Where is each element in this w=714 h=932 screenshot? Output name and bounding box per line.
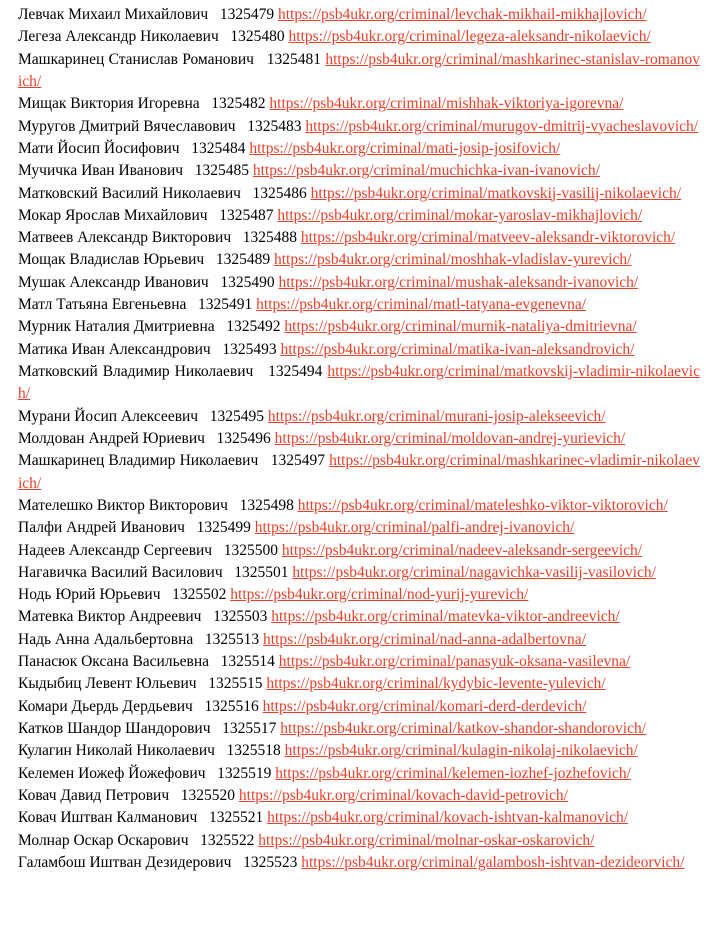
- list-item: [18, 651, 700, 673]
- record-number: 1325513: [204, 630, 260, 648]
- spacer: [209, 274, 221, 291]
- profile-link[interactable]: https://psb4ukr.org/criminal/matika-ivan-aleksandrovich/: [280, 340, 635, 358]
- spacer: [161, 586, 173, 603]
- profile-link[interactable]: https://psb4ukr.org/criminal/nagavichka-vasilij-vasilovich/: [292, 563, 656, 581]
- spacer: [254, 51, 267, 68]
- profile-link[interactable]: https://psb4ukr.org/criminal/galambosh-ishtvan-dezideorvich/: [301, 853, 685, 871]
- spacer: [198, 408, 210, 425]
- list-item: [18, 4, 700, 26]
- spacer: [185, 519, 197, 536]
- record-number: 1325485: [194, 162, 249, 180]
- person-name: Муругов Дмитрий Вячеславович: [18, 117, 236, 135]
- profile-link[interactable]: https://psb4ukr.org/criminal/matevka-viktor-andreevich/: [271, 608, 620, 626]
- spacer: [186, 296, 198, 313]
- profile-link[interactable]: https://psb4ukr.org/criminal/kovach-david-petrovich/: [238, 786, 568, 804]
- list-item: [18, 629, 700, 651]
- person-name: Келемен Иожеф Йожефович: [18, 764, 206, 782]
- list-item: [18, 316, 700, 338]
- record-number: 1325486: [252, 184, 307, 202]
- list-item: [18, 272, 700, 294]
- spacer: [197, 809, 209, 826]
- record-number: 1325480: [230, 28, 285, 46]
- person-name: Кулагин Николай Николаевич: [18, 742, 215, 760]
- profile-link[interactable]: https://psb4ukr.org/criminal/kovach-ishtvan-kalmanovich/: [267, 809, 628, 827]
- list-item: [18, 517, 700, 539]
- person-name: Мателешко Виктор Викторович: [18, 496, 228, 514]
- record-number: 1325521: [208, 809, 264, 827]
- spacer: [215, 742, 227, 759]
- person-name: Легеза Александр Николаевич: [18, 28, 219, 46]
- profile-link[interactable]: https://psb4ukr.org/criminal/legeza-aleksandr-nikolaevich/: [288, 28, 651, 46]
- person-name: Ковач Иштван Калманович: [18, 809, 198, 827]
- entry-list: [18, 4, 700, 874]
- list-item: [18, 406, 700, 428]
- profile-link[interactable]: https://psb4ukr.org/criminal/matl-tatyana-evgenevna/: [256, 296, 587, 314]
- person-name: Мати Йосип Йосифович: [18, 139, 180, 157]
- spacer: [208, 6, 220, 23]
- person-name: Ковач Давид Петрович: [18, 786, 170, 804]
- list-item: [18, 807, 700, 829]
- record-number: 1325520: [180, 786, 236, 804]
- profile-link[interactable]: https://psb4ukr.org/criminal/mushak-aleksandr-ivanovich/: [278, 273, 639, 291]
- person-name: Мурник Наталия Дмитриевна: [18, 318, 215, 336]
- profile-link[interactable]: https://psb4ukr.org/criminal/kydybic-levente-yulevich/: [266, 675, 606, 693]
- list-item: [18, 183, 700, 205]
- profile-link[interactable]: https://psb4ukr.org/criminal/komari-derd-derdevich/: [262, 697, 587, 715]
- spacer: [211, 720, 223, 737]
- profile-link[interactable]: https://psb4ukr.org/criminal/murugov-dmitrij-vyacheslavovich/: [305, 117, 699, 135]
- record-number: 1325518: [226, 742, 281, 760]
- record-number: 1325497: [270, 452, 325, 470]
- list-item: [18, 116, 700, 138]
- record-number: 1325502: [172, 586, 227, 604]
- profile-link[interactable]: https://psb4ukr.org/criminal/muchichka-ivan-ivanovich/: [252, 162, 600, 180]
- record-number: 1325501: [234, 563, 289, 581]
- spacer: [197, 675, 209, 692]
- record-number: 1325514: [220, 653, 275, 671]
- profile-link[interactable]: https://psb4ukr.org/criminal/nadeev-aleksandr-sergeevich/: [281, 541, 643, 559]
- list-item: [18, 227, 700, 249]
- profile-link[interactable]: https://psb4ukr.org/criminal/mashkarinec-vladimir-nikolaevich/: [18, 452, 700, 492]
- spacer: [200, 95, 212, 112]
- person-name: Матика Иван Александрович: [18, 340, 211, 358]
- record-number: 1325492: [226, 318, 281, 336]
- spacer: [205, 765, 217, 782]
- profile-link[interactable]: https://psb4ukr.org/criminal/matkovskij-vladimir-nikolaevich/: [18, 363, 700, 403]
- record-number: 1325499: [196, 519, 251, 537]
- record-number: 1325481: [266, 50, 322, 68]
- record-number: 1325517: [222, 720, 277, 737]
- record-number: 1325483: [247, 117, 302, 135]
- list-item: [18, 673, 700, 695]
- profile-link[interactable]: https://psb4ukr.org/criminal/murani-josip-alekseevich/: [267, 407, 606, 425]
- spacer: [219, 28, 231, 45]
- person-name: Мурани Йосип Алексеевич: [18, 407, 199, 425]
- person-name: Надеев Александр Сергеевич: [18, 541, 213, 559]
- list-item: [18, 138, 700, 160]
- spacer: [253, 363, 268, 380]
- list-item: [18, 26, 700, 48]
- list-item: [18, 249, 700, 271]
- person-name: Матл Татьяна Евгеньевна: [18, 296, 187, 314]
- profile-link[interactable]: https://psb4ukr.org/criminal/molnar-oskar-oskarovich/: [258, 831, 595, 849]
- list-item: [18, 450, 700, 495]
- person-name: Мощак Владислав Юрьевич: [18, 251, 205, 269]
- record-number: 1325498: [239, 496, 294, 514]
- profile-link[interactable]: https://psb4ukr.org/criminal/kelemen-iozhef-jozhefovich/: [275, 764, 631, 782]
- person-name: Мокар Ярослав Михайлович: [18, 206, 208, 224]
- spacer: [241, 185, 253, 202]
- person-name: Левчак Михаил Михайлович: [18, 6, 209, 23]
- record-number: 1325493: [222, 340, 277, 358]
- record-number: 1325503: [213, 608, 268, 626]
- profile-link[interactable]: https://psb4ukr.org/criminal/mateleshko-viktor-viktorovich/: [297, 496, 668, 514]
- person-name: Молнар Оскар Оскарович: [18, 831, 189, 849]
- record-number: 1325495: [209, 407, 264, 425]
- person-name: Панасюк Оксана Васильевна: [18, 653, 210, 671]
- profile-link[interactable]: https://psb4ukr.org/criminal/mishhak-viktoriya-igorevna/: [269, 95, 624, 113]
- list-item: [18, 361, 700, 406]
- profile-link[interactable]: https://psb4ukr.org/criminal/murnik-nataliya-dmitrievna/: [284, 318, 637, 336]
- spacer: [212, 542, 224, 559]
- spacer: [189, 832, 201, 849]
- record-number: 1325487: [219, 206, 274, 224]
- list-item: [18, 495, 700, 517]
- record-number: 1325516: [204, 697, 259, 715]
- person-name: Комари Дьердь Дердьевич: [18, 697, 193, 715]
- person-name: Матковский Владимир Николаевич: [18, 363, 254, 380]
- profile-link[interactable]: https://psb4ukr.org/criminal/mashkarinec-stanislav-romanovich/: [18, 50, 700, 90]
- profile-link[interactable]: https://psb4ukr.org/criminal/palfi-andrej-ivanovich/: [254, 519, 575, 537]
- person-name: Кыдыбиц Левент Юльевич: [18, 675, 197, 693]
- record-number: 1325482: [211, 95, 266, 113]
- person-name: Мищак Виктория Игоревна: [18, 95, 200, 113]
- spacer: [215, 318, 227, 335]
- list-item: [18, 763, 700, 785]
- record-number: 1325500: [223, 541, 278, 559]
- spacer: [204, 251, 216, 268]
- spacer: [231, 229, 243, 246]
- list-item: [18, 852, 700, 874]
- spacer: [223, 564, 235, 581]
- spacer: [228, 497, 240, 514]
- person-name: Надь Анна Адальбертовна: [18, 630, 194, 648]
- spacer: [193, 698, 205, 715]
- list-item: [18, 49, 700, 94]
- list-item: [18, 718, 700, 740]
- list-item: [18, 540, 700, 562]
- spacer: [201, 608, 213, 625]
- spacer: [169, 787, 181, 804]
- list-item: [18, 830, 700, 852]
- spacer: [193, 631, 205, 648]
- person-name: Матковский Василий Николаевич: [18, 184, 241, 202]
- profile-link[interactable]: https://psb4ukr.org/criminal/katkov-shandor-shandorovich/: [280, 720, 647, 737]
- list-item: [18, 606, 700, 628]
- record-number: 1325515: [208, 675, 263, 693]
- record-number: 1325484: [191, 139, 246, 157]
- profile-link[interactable]: https://psb4ukr.org/criminal/panasyuk-oksana-vasilevna/: [278, 653, 631, 671]
- list-item: [18, 584, 700, 606]
- profile-link[interactable]: https://psb4ukr.org/criminal/moshhak-vladislav-yurevich/: [273, 251, 632, 269]
- list-item: [18, 428, 700, 450]
- spacer: [183, 162, 195, 179]
- profile-link[interactable]: https://psb4ukr.org/criminal/moldovan-andrej-yurievich/: [274, 429, 626, 447]
- spacer: [211, 341, 223, 358]
- record-number: 1325479: [219, 6, 275, 23]
- person-name: Нагавичка Василий Василович: [18, 563, 223, 581]
- person-name: Матвеев Александр Викторович: [18, 229, 232, 247]
- record-number: 1325491: [198, 296, 253, 314]
- spacer: [231, 854, 243, 871]
- spacer: [208, 207, 220, 224]
- spacer: [205, 430, 217, 447]
- profile-link[interactable]: https://psb4ukr.org/criminal/nad-anna-adalbertovna/: [263, 630, 586, 648]
- profile-link[interactable]: https://psb4ukr.org/criminal/nod-yurij-yurevich/: [230, 586, 529, 604]
- record-number: 1325496: [216, 429, 271, 447]
- spacer: [236, 118, 248, 135]
- record-number: 1325490: [220, 273, 275, 291]
- person-name: Мучичка Иван Иванович: [18, 162, 184, 180]
- profile-link[interactable]: https://psb4ukr.org/criminal/levchak-mikhail-mikhajlovich/: [277, 6, 647, 23]
- record-number: 1325519: [217, 764, 272, 782]
- record-number: 1325494: [268, 363, 323, 380]
- person-name: Машкаринец Станислав Романович: [18, 50, 254, 68]
- list-item: [18, 785, 700, 807]
- record-number: 1325489: [215, 251, 271, 269]
- person-name: Галамбош Иштван Дезидерович: [18, 853, 232, 871]
- list-item: [18, 562, 700, 584]
- profile-link[interactable]: https://psb4ukr.org/criminal/mati-josip-josifovich/: [249, 139, 561, 157]
- profile-link[interactable]: https://psb4ukr.org/criminal/kulagin-nikolaj-nikolaevich/: [284, 742, 638, 760]
- person-name: Катков Шандор Шандорович: [18, 720, 211, 737]
- person-name: Палфи Андрей Иванович: [18, 519, 185, 537]
- person-name: Молдован Андрей Юриевич: [18, 429, 205, 447]
- spacer: [209, 653, 221, 670]
- person-name: Нодь Юрий Юрьевич: [18, 586, 161, 604]
- spacer: [180, 140, 192, 157]
- profile-link[interactable]: https://psb4ukr.org/criminal/matveev-aleksandr-viktorovich/: [300, 229, 676, 247]
- spacer: [258, 452, 270, 469]
- record-number: 1325488: [242, 229, 297, 247]
- record-number: 1325523: [243, 853, 298, 871]
- list-item: [18, 740, 700, 762]
- list-item: [18, 205, 700, 227]
- list-item: [18, 696, 700, 718]
- profile-link[interactable]: https://psb4ukr.org/criminal/mokar-yaroslav-mikhajlovich/: [277, 206, 643, 224]
- person-name: Матевка Виктор Андреевич: [18, 608, 202, 626]
- list-item: [18, 339, 700, 361]
- list-item: [18, 93, 700, 115]
- record-number: 1325522: [200, 831, 255, 849]
- list-item: [18, 294, 700, 316]
- person-name: Машкаринец Владимир Николаевич: [18, 452, 259, 470]
- person-name: Мушак Александр Иванович: [18, 273, 209, 291]
- list-item: [18, 160, 700, 182]
- profile-link[interactable]: https://psb4ukr.org/criminal/matkovskij-vasilij-nikolaevich/: [310, 184, 682, 202]
